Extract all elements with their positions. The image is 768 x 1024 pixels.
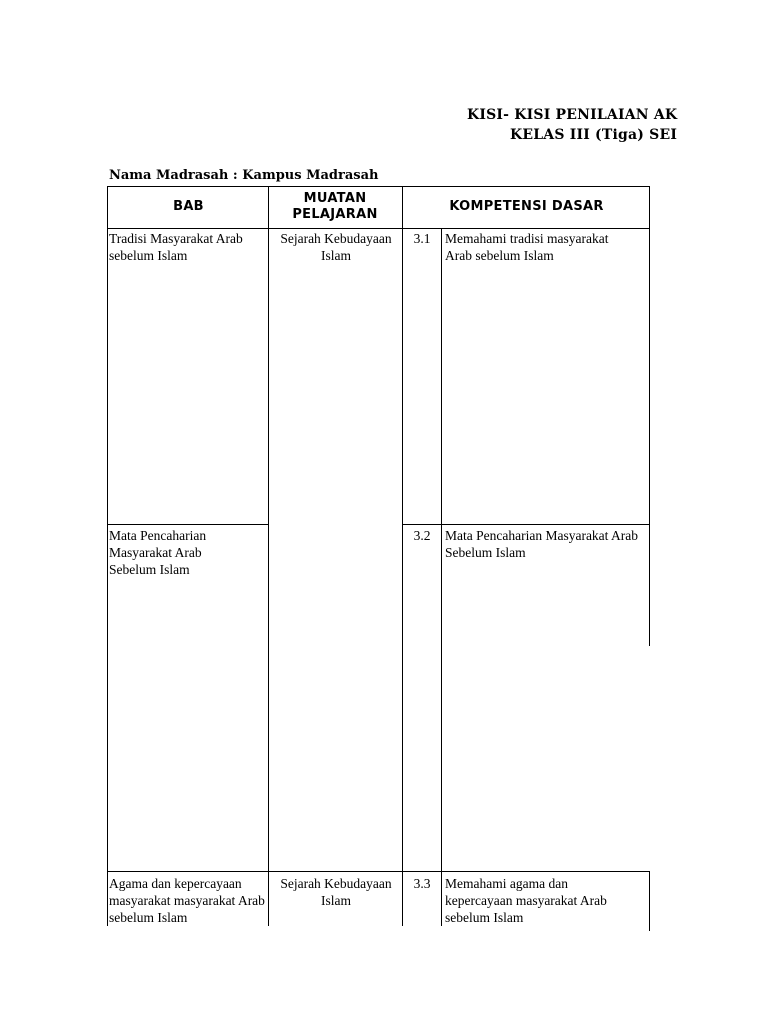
table-row-2-kompetensi: Mata Pencaharian Masyarakat Arab Sebelum Islam [445, 528, 639, 560]
header-muatan-pelajaran [274, 191, 396, 223]
table-row-1-bab: Tradisi Masyarakat Arab sebelum Islam [109, 231, 243, 263]
row-2-bottom-border [107, 871, 650, 872]
table-right-border-lower [649, 871, 650, 931]
table-right-border-upper [649, 186, 650, 646]
table-row-3-number: 3.3 [413, 876, 431, 891]
document-title-line-2: KELAS III (Tiga) SEI [510, 127, 678, 143]
header-muatan-label: MUATAN PELAJARAN [292, 191, 378, 222]
muatan-column-divider [402, 186, 403, 926]
table-row-3-muatan: Sejarah Kebudayaan Islam [280, 876, 392, 908]
number-column-divider [441, 228, 442, 926]
table-row-3-bab: Agama dan kepercayaan masyarakat masyarakat Arab sebelum Islam [109, 876, 265, 925]
table-row-1-muatan: Sejarah Kebudayaan Islam [280, 231, 392, 263]
table-row-1-number: 3.1 [413, 231, 431, 246]
table-row-2-bab: Mata Pencaharian Masyarakat Arab Sebelum Islam [109, 528, 207, 577]
header-kompetensi-dasar [403, 199, 650, 215]
document-title-line-1: KISI- KISI PENILAIAN AK [467, 107, 678, 123]
header-bab-label: BAB [173, 199, 204, 214]
header-bottom-border [107, 228, 650, 229]
table-left-border [107, 186, 108, 926]
table-row-2-number: 3.2 [413, 528, 431, 543]
header-kompetensi-label: KOMPETENSI DASAR [449, 199, 604, 214]
header-bab [109, 199, 268, 215]
table-row-3-kompetensi: Memahami agama dan kepercayaan masyarakat Arab sebelum Islam [445, 876, 607, 925]
row-1-kd-bottom-border [402, 524, 650, 525]
table-top-border [107, 186, 650, 187]
bab-column-divider [268, 186, 269, 926]
row-1-bab-bottom-border [107, 524, 269, 525]
table-row-1-kompetensi: Memahami tradisi masyarakat Arab sebelum Islam [445, 231, 609, 263]
madrasah-name-label: Nama Madrasah : Kampus Madrasah [109, 168, 379, 183]
